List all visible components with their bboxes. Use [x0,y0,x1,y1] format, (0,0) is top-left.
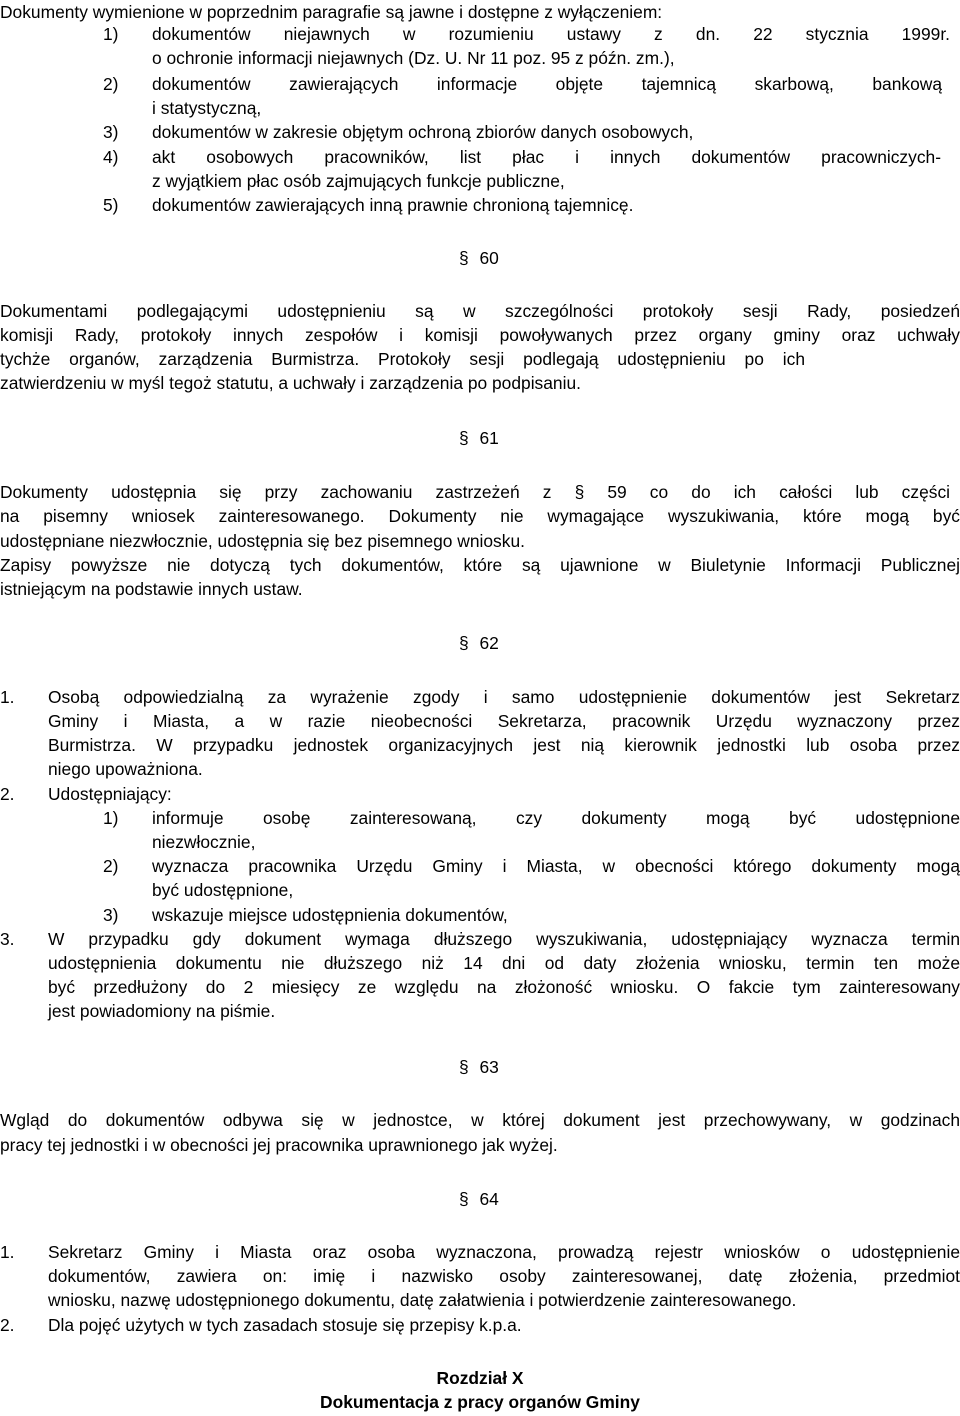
s62-p3-line-2: udostępnienia dokumentu nie dłuższego niż 14 dni od daty złożenia wniosku, termin ten może [48,953,960,973]
section-63-heading [459,1055,499,1079]
intro-item-2-line-1: dokumentów zawierających informacje objęte tajemnicą skarbową, bankową [152,74,942,94]
s62-p3-line-4: jest powiadomiony na piśmie. [48,1001,276,1021]
s62-p1-num: 1. [0,687,15,707]
s62-p2-item-1-line-1: informuje osobę zainteresowaną, czy dokumenty mogą być udostępnione [152,808,960,828]
intro-item-2-num: 2) [103,74,119,94]
s60-line-1: Dokumentami podlegającymi udostępnieniu są w szczególności protokoły sesji Rady, posiedzeń [0,301,960,321]
s61-line-1: Dokumenty udostępnia się przy zachowaniu zastrzeżeń z § 59 co do ich całości lub części [0,482,950,502]
s62-p2-item-1-line-2: niezwłocznie, [152,832,256,852]
s62-p2-item-1-num: 1) [103,808,119,828]
section-number: 60 [479,248,499,268]
s62-p2-item-3-line-1: wskazuje miejsce udostępnienia dokumentów, [152,905,508,925]
s62-p2-lead: Udostępniający: [48,784,172,804]
intro-item-1-line-1: dokumentów niejawnych w rozumieniu ustawy z dn. 22 stycznia 1999r. [152,24,950,44]
s62-p2-item-2-line-1: wyznacza pracownika Urzędu Gminy i Miasta, w obecności którego dokumenty mogą [152,856,960,876]
s62-p2-item-2-num: 2) [103,856,119,876]
section-sign: § [459,248,469,268]
s62-p3-line-3: być przedłużony do 2 miesięcy ze względu na złożoność wniosku. O fakcie tym zainteresowany [48,977,960,997]
s64-p1-line-2: dokumentów, zawiera on: imię i nazwisko osoby zainteresowanej, datę złożenia, przedmiot [48,1266,960,1286]
s64-p1-num: 1. [0,1242,15,1262]
section-sign: § [459,633,469,653]
s60-line-4: zatwierdzeniu w myśl tegoż statutu, a uchwały i zarządzenia po podpisaniu. [0,373,581,393]
s64-p1-line-1: Sekretarz Gminy i Miasta oraz osoba wyznaczona, prowadzą rejestr wniosków o udostępnienie [48,1242,960,1262]
intro-item-3-line-1: dokumentów w zakresie objętym ochroną zbiorów danych osobowych, [152,122,694,142]
section-64-heading [459,1187,499,1211]
s62-p2-item-3-num: 3) [103,905,119,925]
s60-line-2: komisji Rady, protokoły innych zespołów i komisji powoływanych przez organy gminy oraz uchwały [0,325,960,345]
section-number: 64 [479,1189,499,1209]
s64-p1-line-3: wniosku, nazwę udostępnionego dokumentu, datę załatwienia i potwierdzenie zainteresowanego. [48,1290,797,1310]
s63-line-2: pracy tej jednostki i w obecności jej pracownika uprawnionego jak wyżej. [0,1135,558,1155]
intro-item-3-num: 3) [103,122,119,142]
s61-line-3: udostępniane niezwłocznie, udostępnia się bez pisemnego wniosku. [0,531,525,551]
s60-line-3: tychże organów, zarządzenia Burmistrza. Protokoły sesji podlegają udostępnieniu po ich [0,349,805,369]
s61-line-5: istniejącym na podstawie innych ustaw. [0,579,303,599]
intro-item-4-line-1: akt osobowych pracowników, list płac i innych dokumentów pracowniczych- [152,147,941,167]
s62-p1-line-3: Burmistrza. W przypadku jednostek organizacyjnych jest nią kierownik jednostki lub osoba przez [48,735,960,755]
intro-item-2-line-2: i statystyczną, [152,98,262,118]
s62-p3-num: 3. [0,929,15,949]
section-62-heading [459,631,499,655]
section-number: 61 [479,428,499,448]
s62-p3-line-1: W przypadku gdy dokument wymaga dłuższego wyszukiwania, udostępniający wyznacza termin [48,929,960,949]
s62-p2-item-2-line-2: być udostępnione, [152,880,294,900]
section-number: 63 [479,1057,499,1077]
s62-p1-line-1: Osobą odpowiedzialną za wyrażenie zgody i samo udostępnienie dokumentów jest Sekretarz [48,687,960,707]
s63-line-1: Wgląd do dokumentów odbywa się w jednostce, w której dokument jest przechowywany, w godzinach [0,1110,960,1130]
s62-p2-num: 2. [0,784,15,804]
s62-p1-line-2: Gminy i Miasta, a w razie nieobecności Sekretarza, pracownik Urzędu wyznaczony przez [48,711,960,731]
intro-item-1-line-2: o ochronie informacji niejawnych (Dz. U. Nr 11 poz. 95 z późn. zm.), [152,48,675,68]
s61-line-4: Zapisy powyższe nie dotyczą tych dokumentów, które są ujawnione w Biuletynie Informacji Publicznej [0,555,960,575]
intro-item-1-num: 1) [103,24,119,44]
section-61-heading [459,426,499,450]
section-number: 62 [479,633,499,653]
section-sign: § [459,428,469,448]
s62-p1-line-4: niego upoważniona. [48,759,203,779]
intro-item-5-num: 5) [103,195,119,215]
intro-item-5-line-1: dokumentów zawierających inną prawnie chronioną tajemnicę. [152,195,634,215]
intro-item-4-line-2: z wyjątkiem płac osób zajmujących funkcje publiczne, [152,171,565,191]
s61-line-2: na pisemny wniosek zainteresowanego. Dokumenty nie wymagające wyszukiwania, które mogą być [0,506,960,526]
section-60-heading [459,246,499,270]
intro-item-4-num: 4) [103,147,119,167]
chapter-subtitle: Dokumentacja z pracy organów Gminy [320,1392,640,1412]
chapter-title: Rozdział X [436,1368,524,1388]
section-sign: § [459,1189,469,1209]
intro-lead: Dokumenty wymienione w poprzednim paragrafie są jawne i dostępne z wyłączeniem: [0,2,663,22]
s64-p2-num: 2. [0,1315,15,1335]
s64-p2-line-1: Dla pojęć użytych w tych zasadach stosuje się przepisy k.p.a. [48,1315,522,1335]
section-sign: § [459,1057,469,1077]
